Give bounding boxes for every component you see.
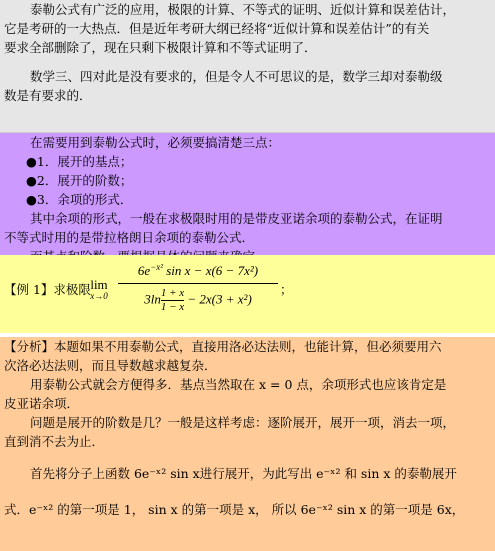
example-section — [0, 255, 495, 333]
fraction-bar — [118, 283, 278, 284]
notes-bullet-2: ●2．展开的阶数； — [26, 173, 133, 188]
notes-bullet-3: ●3．余项的形式． — [26, 192, 133, 207]
intro-section — [0, 0, 495, 133]
denominator-prefix: 3ln — [144, 291, 161, 307]
limit-word: lim — [90, 277, 108, 292]
numerator-exponent: −x² — [150, 262, 163, 272]
notes-paragraph-1b: 不等式时用的是带拉格朗日余项的泰勒公式． — [4, 230, 255, 245]
example-label: 【例 1】求极限 — [4, 282, 91, 297]
analysis-line-5: 问题是展开的阶数是几？一般是这样考虑：逐阶展开，展开一项，消去一项， — [30, 415, 456, 430]
intro-line-1: 泰勒公式有广泛的应用，极限的计算、不等式的证明、近似计算和误差估计， — [30, 2, 456, 17]
limit-subscript: x→0 — [90, 291, 108, 301]
intro-line-3: 要求全部删除了，现在只剩下极限计算和不等式证明了． — [4, 40, 317, 55]
notes-paragraph-1a: 其中余项的形式，一般在求极限时用的是带皮亚诺余项的泰勒公式，在证明 — [30, 211, 443, 226]
analysis-line-2: 次洛必达法则，而且导数越求越复杂． — [4, 358, 217, 373]
intro-line-4: 数学三、四对此是没有要求的，但是令人不可思议的是，数学三却对泰勒级 — [30, 69, 443, 84]
limit-fraction — [118, 261, 278, 314]
fraction-numerator — [118, 261, 278, 281]
notes-bullet-1: ●1．展开的基点； — [26, 154, 133, 169]
intro-line-5: 数是有要求的． — [4, 88, 92, 103]
denominator-rest: − 2x(3 + x²) — [184, 291, 252, 307]
notes-heading: 在需要用到泰勒公式时，必须要搞清楚三点： — [30, 135, 281, 150]
analysis-line-7: 首先将分子上函数 6e⁻ˣ² sin x进行展开，为此写出 e⁻ˣ² 和 sin x 的泰勒展开 — [30, 466, 457, 481]
analysis-line-1: 【分析】本题如果不用泰勒公式，直接用洛必达法则，也能计算，但必须要用六 — [4, 339, 442, 354]
analysis-line-4: 皮亚诺余项． — [4, 396, 80, 411]
analysis-section — [0, 337, 495, 551]
notes-section — [0, 133, 495, 255]
limit-operator — [84, 277, 114, 301]
numerator-rest: sin x − x(6 − 7x²) — [162, 263, 259, 278]
intro-line-2: 它是考研的一大热点．但是近年考研大纲已经将“近似计算和误差估计”的有关 — [4, 21, 430, 36]
inner-denominator: 1 − x — [160, 301, 185, 313]
numerator-coef: 6e — [137, 263, 151, 278]
inner-numerator: 1 + x — [160, 287, 185, 299]
analysis-line-3: 用泰勒公式就会方便得多．基点当然取在 x = 0 点，余项形式也应该肯定是 — [30, 377, 447, 392]
analysis-line-8: 式．e⁻ˣ² 的第一项是 1， sin x 的第一项是 x， 所以 6e⁻ˣ² sin x 的第一项是 6x， — [4, 502, 465, 517]
inner-fraction — [161, 287, 184, 314]
fraction-denominator — [118, 287, 278, 314]
analysis-line-6: 直到消不去为止． — [4, 434, 105, 449]
example-tail: ； — [280, 282, 293, 297]
